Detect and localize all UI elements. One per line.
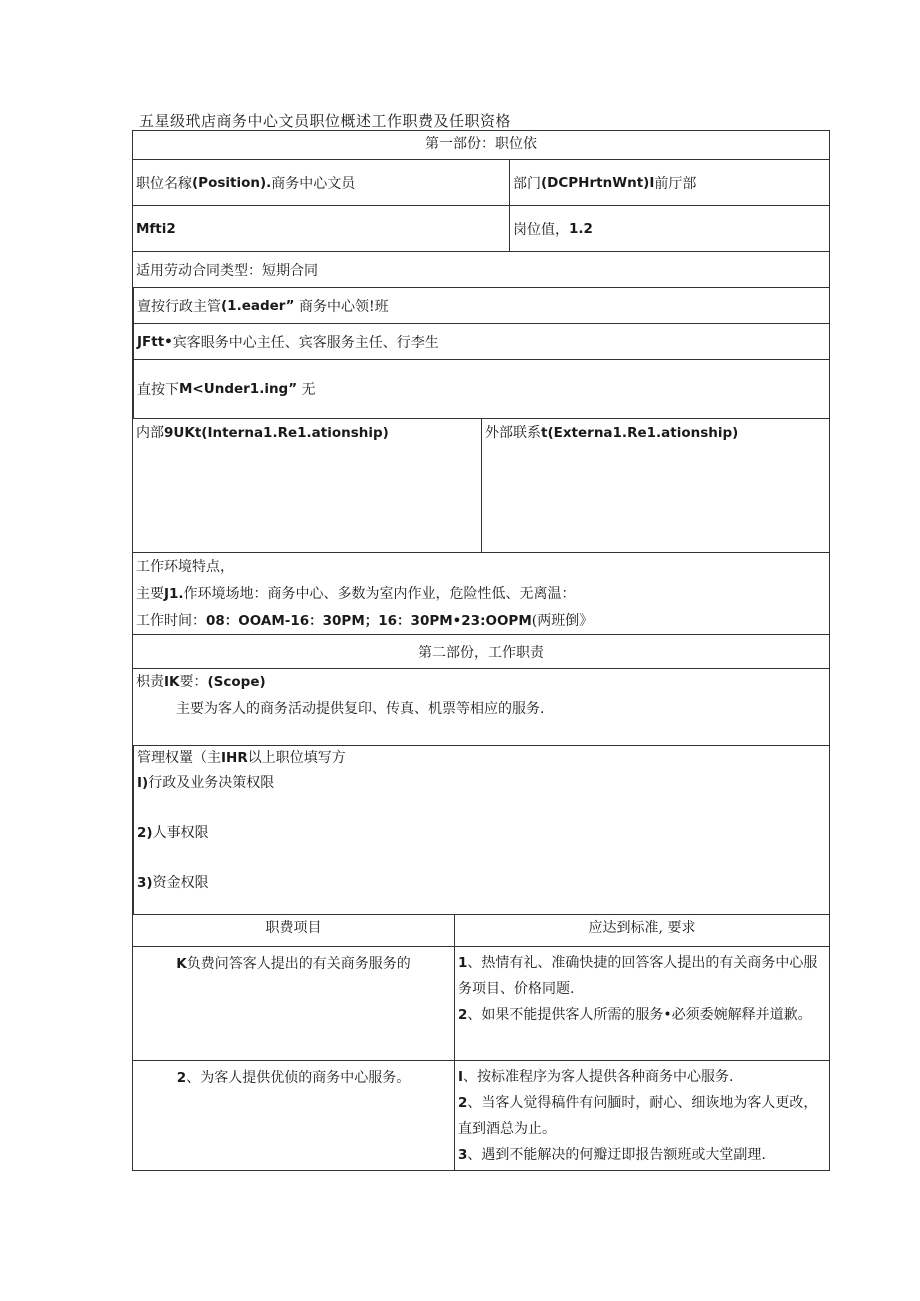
scope-text: 主要为客人的商务活动提供复印、传真、机票等相应的服务.	[176, 701, 545, 717]
leader-prefix: 亶按行政主管	[137, 298, 221, 315]
authority-item-num: I)	[137, 775, 149, 791]
duty-standards	[454, 947, 829, 1060]
standard-item	[458, 1090, 825, 1142]
grade-cell	[509, 206, 829, 251]
duty-item-num: K	[176, 956, 187, 972]
duty-item-text: 负费问答客人提出的有关商务服务的	[186, 956, 411, 972]
scope-label	[136, 669, 826, 696]
standard-item	[458, 1002, 825, 1028]
internal-relationship	[133, 419, 481, 552]
part1-heading: 第一部份：职位依	[425, 136, 537, 152]
leader-value: 商务中心领!班	[299, 298, 389, 315]
dept-label-en: (DCPHrtnWnt)I	[541, 174, 655, 191]
authority-item-text: 人事权限	[152, 825, 209, 841]
scope-bold: IK	[164, 674, 180, 690]
duties-header	[133, 914, 829, 946]
standard-item	[458, 1142, 825, 1168]
authority-item	[137, 871, 826, 896]
contract-type	[133, 251, 829, 287]
subordinate-en: M<Under1.ing”	[179, 381, 298, 397]
duty-row	[133, 1060, 829, 1170]
duty-row	[133, 946, 829, 1060]
code-cell	[133, 206, 509, 251]
dept-label: 部门	[513, 175, 541, 192]
row-code	[133, 205, 829, 251]
standard-num: I	[458, 1069, 464, 1085]
standard-text: 、热情有礼、准确快捷的回答客人提出的有关商务中心服务项目、价格同题.	[458, 955, 818, 997]
authority-prefix: 管理权罿（主	[137, 750, 221, 766]
part2-heading-text: 第二部份，工作职责	[418, 644, 544, 661]
authority-item	[137, 821, 826, 846]
duty-standard-header: 应达到标准, 要求	[454, 915, 829, 946]
standard-num: 2	[458, 1095, 468, 1111]
env-text: 作环境场地：商务中心、多数为室内作业，危险性低、无离温：	[183, 586, 576, 602]
duty-item	[133, 1061, 454, 1170]
grade-label: 岗位值，	[513, 221, 569, 238]
internal-prefix: 内部	[136, 425, 164, 441]
subordinate-prefix: 直按下	[137, 382, 179, 398]
authority-bold: IHR	[221, 750, 248, 766]
row-position	[133, 159, 829, 205]
internal-en: 9UKt(Interna1.Re1.ationship)	[164, 425, 389, 441]
work-time	[136, 608, 826, 635]
subordinate-value: 无	[301, 382, 316, 398]
external-prefix: 外部联系	[485, 425, 541, 441]
authority-item	[137, 771, 826, 796]
standard-item	[458, 950, 825, 1002]
standard-num: 2	[458, 1007, 468, 1023]
env-bold: J1.	[164, 586, 184, 602]
external-en: t(Externa1.Re1.ationship)	[541, 425, 739, 441]
scope-en: (Scope)	[207, 674, 266, 690]
document-title: 五星级玳店商务中心文员职位概述工作职费及任职资格	[139, 112, 512, 130]
time-value: 08：OOAM-16：30PM；16：30PM•23:OOPM	[206, 613, 532, 629]
duty-standards	[454, 1061, 829, 1170]
authority-item-text: 资金权限	[152, 875, 209, 891]
external-relationship	[481, 419, 829, 552]
standard-item	[458, 1064, 825, 1090]
standard-text: 、当客人觉得稿件有问腼时，耐心、细诙地为客人更改，直到酒总为止。	[458, 1095, 818, 1137]
authority-suffix: 以上职位填写方	[247, 750, 346, 766]
duty-item	[133, 947, 454, 1060]
authority-section	[133, 745, 829, 914]
row-relationships	[133, 418, 829, 552]
scope-mid: 要：	[179, 674, 208, 690]
standard-num: 1	[458, 955, 468, 971]
position-label-en: (Position).	[192, 174, 272, 191]
code-label: Mfti2	[136, 220, 176, 237]
duty-item-header: 职费项目	[265, 920, 322, 936]
contract-type-text: 适用劳动合同类型：短期合同	[136, 262, 318, 279]
duty-item-text: 、为客人提供优侦的商务中心服务。	[186, 1070, 411, 1086]
standard-text: 、遇到不能解决的何瓣迂即报告额班或大堂副理.	[467, 1147, 766, 1163]
scope-prefix: 枳责	[136, 674, 164, 690]
related-value: 宾客眼务中心主任、宾客服务主任、行李生	[172, 334, 439, 351]
scope-section	[133, 668, 829, 745]
standard-num: 3	[458, 1147, 468, 1163]
time-suffix: (两班倒》	[531, 613, 594, 629]
related-positions	[133, 323, 829, 359]
direct-subordinate	[133, 359, 829, 418]
authority-label	[137, 746, 826, 771]
env-location	[136, 581, 826, 608]
part2-heading	[133, 634, 829, 668]
position-label: 职位名稼	[136, 175, 192, 192]
direct-leader	[133, 287, 829, 323]
related-prefix: JFtt•	[137, 333, 173, 350]
authority-item-text: 行政及业务决策权限	[148, 775, 275, 791]
grade-value: 1.2	[569, 220, 593, 237]
standard-text: 、如果不能提供客人所需的服务•必须委婉解释并道歉。	[467, 1007, 812, 1023]
authority-item-num: 3)	[137, 875, 153, 891]
env-title: 工作环境特点，	[136, 559, 234, 575]
dept-value: 前厅部	[654, 175, 697, 192]
duty-item-num: 2	[176, 1070, 187, 1086]
work-environment	[133, 552, 829, 634]
standard-text: 、按标准程序为客人提供各种商务中心服务.	[463, 1069, 734, 1085]
time-label: 工作时间：	[136, 613, 206, 629]
authority-item-num: 2)	[137, 825, 153, 841]
position-cell	[133, 160, 509, 205]
env-prefix: 主要	[136, 586, 164, 602]
leader-en: (1.eader”	[221, 297, 295, 314]
job-description-table	[132, 130, 830, 1171]
department-cell	[509, 160, 829, 205]
position-value: 商务中心文员	[271, 175, 356, 192]
